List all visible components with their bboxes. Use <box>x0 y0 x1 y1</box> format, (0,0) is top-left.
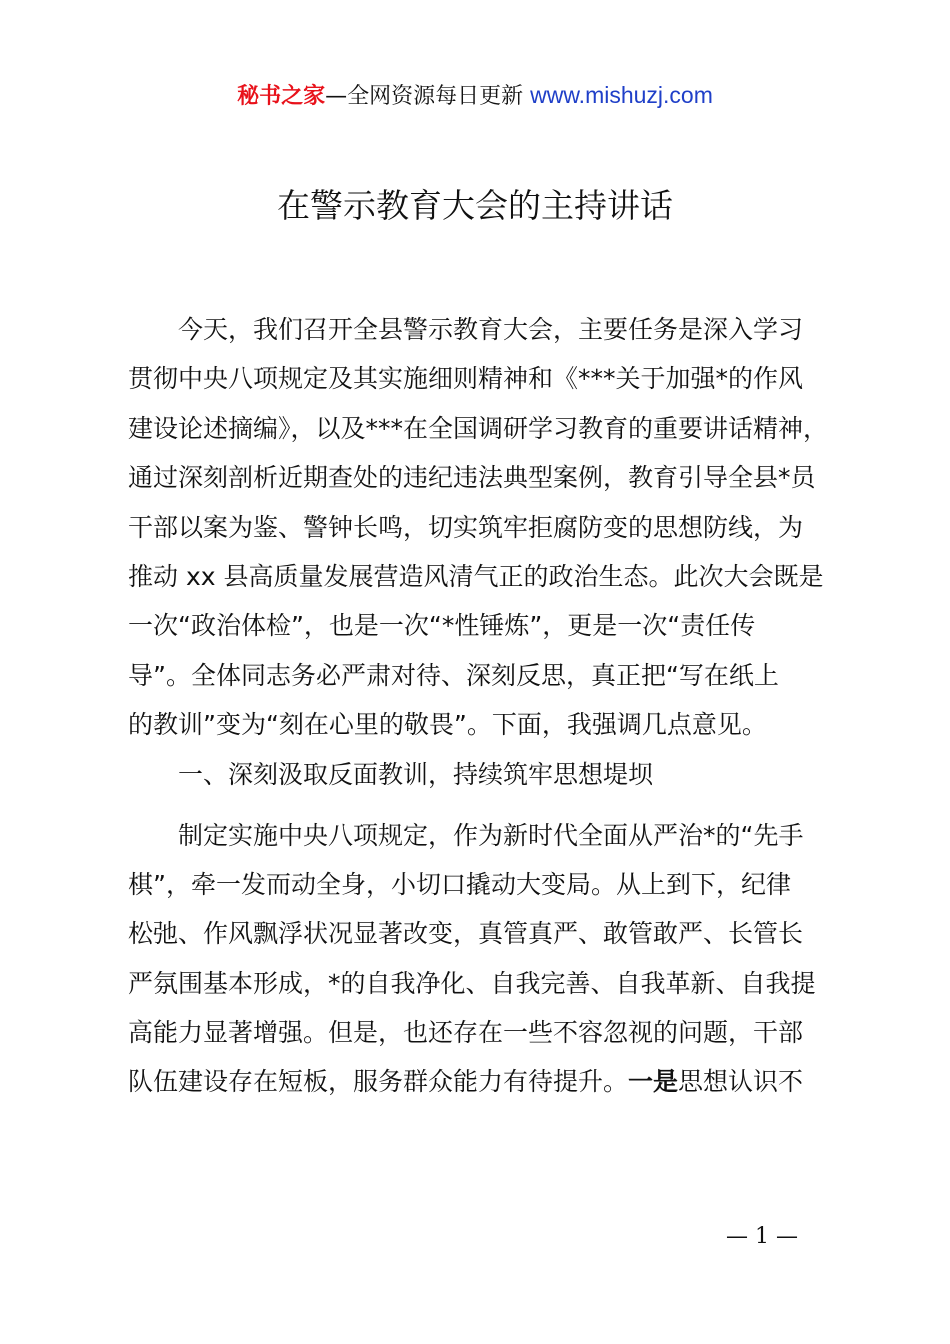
paragraph-line: 推动 xx 县高质量发展营造风清气正的政治生态。此次大会既是 <box>128 561 824 591</box>
site-brand: 秘书之家 <box>237 84 326 109</box>
paragraph-line: 今天，我们召开全县警示教育大会，主要任务是深入学习 <box>178 315 804 344</box>
site-header <box>0 80 950 112</box>
paragraph-line: 一次“政治体检”，也是一次“*性锤炼”，更是一次“责任传 <box>128 611 756 641</box>
paragraph-line: 严氛围基本形成，*的自我净化、自我完善、自我革新、自我提 <box>128 968 816 998</box>
paragraph-line: 建设论述摘编》，以及***在全国调研学习教育的重要讲话精神， <box>128 413 829 443</box>
paragraph-line: 棋”，牵一发而动全身，小切口撬动大变局。从上到下，纪律 <box>128 869 791 899</box>
paragraph-line <box>128 1057 828 1106</box>
bold-lead-text: 一是 <box>628 1067 679 1097</box>
paragraph-line: 导”。全体同志务必严肃对待、深刻反思，真正把“写在纸上 <box>128 660 779 690</box>
document-title: 在警示教育大会的主持讲话 <box>277 186 673 225</box>
paragraph-line: 松弛、作风飘浮状况显著改变，真管真严、敢管敢严、长管长 <box>128 919 804 949</box>
document-body <box>128 305 828 1107</box>
section-heading: 一、深刻汲取反面教训，持续筑牢思想堤坝 <box>178 759 654 789</box>
site-tagline: —全网资源每日更新 <box>325 84 531 109</box>
site-url-link[interactable]: www.mishuzj.com <box>530 82 713 108</box>
paragraph-line: 通过深刻剖析近期查处的违纪违法典型案例，教育引导全县*员 <box>128 463 816 493</box>
paragraph-line: 贯彻中央八项规定及其实施细则精神和《***关于加强*的作风 <box>128 364 804 394</box>
paragraph-line: 的教训”变为“刻在心里的敬畏”。下面，我强调几点意见。 <box>128 710 767 740</box>
paragraph-line: 高能力显著增强。但是，也还存在一些不容忽视的问题，干部 <box>128 1018 804 1048</box>
paragraph-text: 思想认识不 <box>678 1067 804 1097</box>
page-number: — 1 — <box>726 1224 798 1249</box>
paragraph-line: 干部以案为鉴、警钟长鸣，切实筑牢拒腐防变的思想防线，为 <box>128 512 804 542</box>
paragraph-text: 队伍建设存在短板，服务群众能力有待提升。 <box>128 1067 629 1097</box>
paragraph-line: 制定实施中央八项规定，作为新时代全面从严治*的“先手 <box>178 820 804 850</box>
